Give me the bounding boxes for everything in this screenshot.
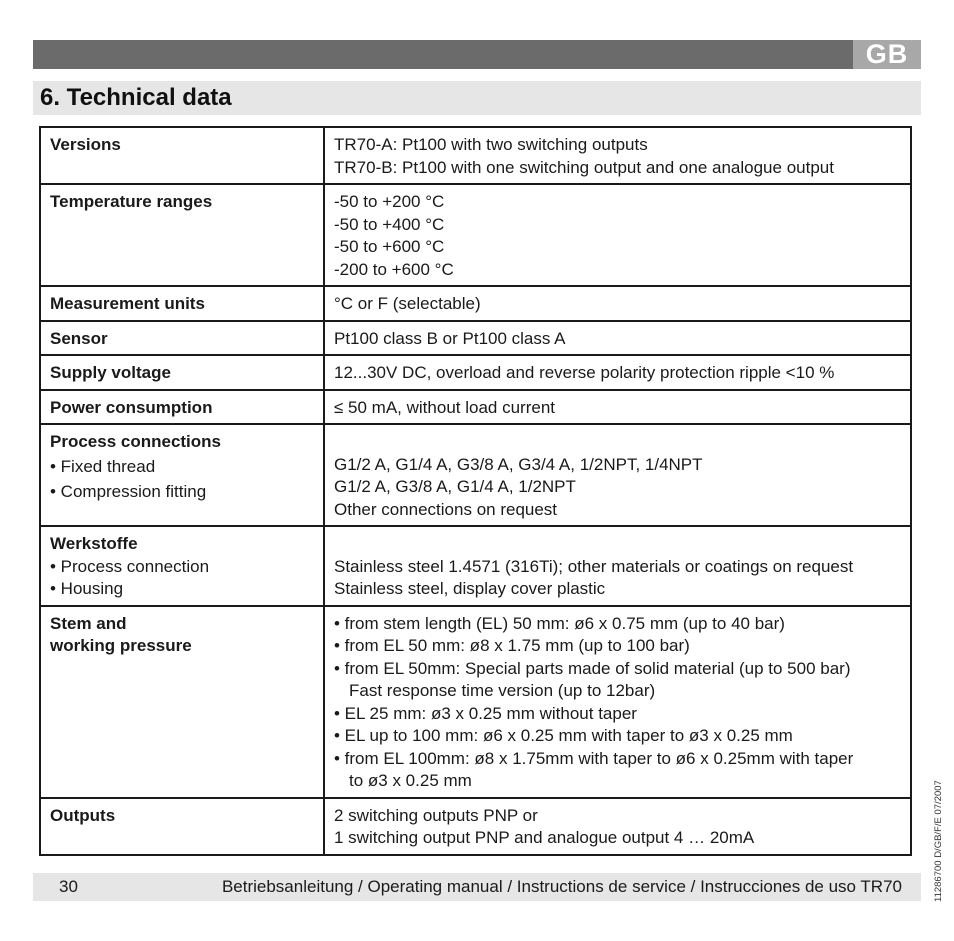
row-label-power: Power consumption xyxy=(40,390,324,425)
row-value-supply xyxy=(324,355,911,390)
row-sub-label: • Process connection xyxy=(50,556,210,576)
technical-data-table xyxy=(39,126,912,856)
row-label-versions: Versions xyxy=(40,127,324,184)
value-line: TR70-B: Pt100 with one switching output and one analogue output xyxy=(334,157,834,177)
value-line: -50 to +200 °C xyxy=(334,192,445,211)
document-code: 11286700 D/GB/F/E 07/2007 xyxy=(933,780,944,902)
table-row xyxy=(40,526,911,606)
value-line: • EL 25 mm: ø3 x 0.25 mm without taper xyxy=(334,703,637,723)
spacer xyxy=(334,533,901,556)
value-line: Fast response time version (up to 12bar) xyxy=(349,681,656,700)
value-line: Stainless steel 1.4571 (316Ti); other materials or coatings on request xyxy=(334,556,854,576)
value-line: -200 to +600 °C xyxy=(334,259,454,279)
row-label-text: Process connections xyxy=(50,432,222,451)
value-line: • from stem length (EL) 50 mm: ø6 x 0.75 mm (up to 40 bar) xyxy=(334,613,785,633)
language-tab: GB xyxy=(853,40,921,69)
row-label-temperature: Temperature ranges xyxy=(40,184,324,286)
footer-text: Betriebsanleitung / Operating manual / Instructions de service / Instrucciones de uso TR70 xyxy=(221,877,902,896)
row-sub-label: • Compression fitting xyxy=(50,481,207,501)
value-line: G1/2 A, G3/8 A, G1/4 A, 1/2NPT xyxy=(334,477,576,496)
value-line: Other connections on request xyxy=(334,499,558,519)
value-line: ≤ 50 mA, without load current xyxy=(334,397,555,417)
value-line: 2 switching outputs PNP or xyxy=(334,805,538,825)
value-line: 1 switching output PNP and analogue output 4 … 20mA xyxy=(334,828,755,847)
table-row xyxy=(40,321,911,356)
table-row xyxy=(40,184,911,286)
value-line: Pt100 class B or Pt100 class A xyxy=(334,328,566,348)
spacer xyxy=(334,431,901,454)
row-value-versions xyxy=(324,127,911,184)
row-value-temperature xyxy=(324,184,911,286)
value-line: • from EL 50 mm: ø8 x 1.75 mm (up to 100 bar) xyxy=(334,636,690,655)
row-label-sensor: Sensor xyxy=(40,321,324,356)
row-label-text: Stem and xyxy=(50,613,127,633)
value-line: -50 to +600 °C xyxy=(334,237,445,256)
row-sub-label: • Fixed thread xyxy=(50,456,156,476)
table-row xyxy=(40,606,911,798)
value-line: • from EL 50mm: Special parts made of solid material (up to 500 bar) xyxy=(334,658,851,678)
row-label-supply: Supply voltage xyxy=(40,355,324,390)
row-sub-label: • Housing xyxy=(50,579,124,598)
value-line: TR70-A: Pt100 with two switching outputs xyxy=(334,135,648,154)
row-label-text: working pressure xyxy=(50,636,192,655)
row-value-units xyxy=(324,286,911,321)
table-row xyxy=(40,390,911,425)
table-row xyxy=(40,127,911,184)
value-line: Stainless steel, display cover plastic xyxy=(334,579,606,598)
row-label-process xyxy=(40,424,324,526)
table-row xyxy=(40,798,911,855)
value-line: • EL up to 100 mm: ø6 x 0.25 mm with taper to ø3 x 0.25 mm xyxy=(334,726,793,745)
value-line: °C or F (selectable) xyxy=(334,294,481,313)
row-value-materials xyxy=(324,526,911,606)
header-bar xyxy=(33,40,921,69)
row-value-process xyxy=(324,424,911,526)
section-title: 6. Technical data xyxy=(40,84,232,111)
value-line: • from EL 100mm: ø8 x 1.75mm with taper to ø6 x 0.25mm with taper xyxy=(334,748,854,768)
row-label-stem xyxy=(40,606,324,798)
value-line: -50 to +400 °C xyxy=(334,214,445,234)
row-label-text: Werkstoffe xyxy=(50,534,138,553)
value-line: to ø3 x 0.25 mm xyxy=(349,771,472,790)
row-value-sensor xyxy=(324,321,911,356)
row-label-materials xyxy=(40,526,324,606)
table-row xyxy=(40,355,911,390)
row-value-power xyxy=(324,390,911,425)
row-value-stem xyxy=(324,606,911,798)
row-value-outputs xyxy=(324,798,911,855)
value-line: G1/2 A, G1/4 A, G3/8 A, G3/4 A, 1/2NPT, 1/4NPT xyxy=(334,454,703,474)
table-row xyxy=(40,424,911,526)
row-label-units: Measurement units xyxy=(40,286,324,321)
page-number: 30 xyxy=(59,877,78,896)
row-label-outputs: Outputs xyxy=(40,798,324,855)
table-row xyxy=(40,286,911,321)
value-line: 12...30V DC, overload and reverse polarity protection ripple <10 % xyxy=(334,363,835,382)
